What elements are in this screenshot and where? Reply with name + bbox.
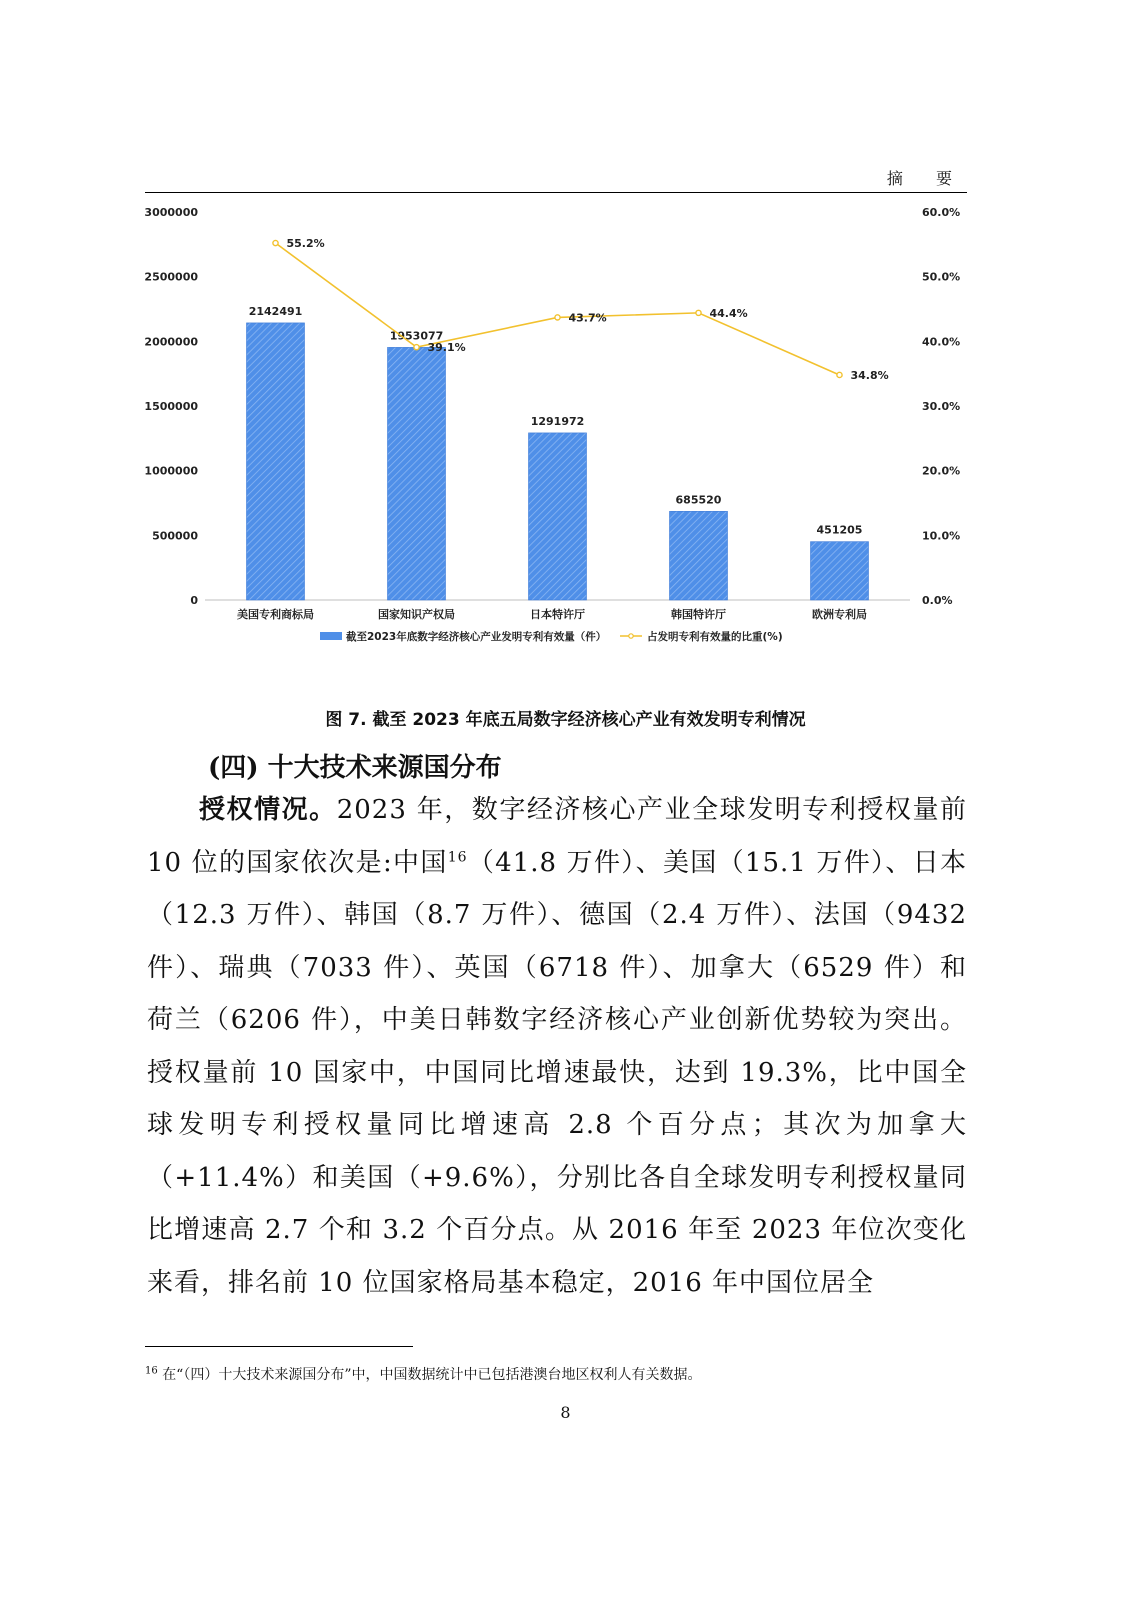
line-point xyxy=(696,310,701,315)
category-label: 韩国特许厅 xyxy=(671,608,726,621)
left-axis-tick-label: 1000000 xyxy=(144,464,198,478)
line-point xyxy=(414,345,419,350)
footnote xyxy=(145,1364,702,1384)
right-axis-tick-label: 0.0% xyxy=(922,594,953,607)
paragraph-text-part-2: （41.8 万件）、美国（15.1 万件）、日本（12.3 万件）、韩国（8.7 万件）、德国（2.4 万件）、法国（9432 件）、瑞典（7033 件）、英国（6718 件）、加拿大（6529 件）和荷兰（6206 件），中美日韩数字经济核心产业创新优势较为突出。授权量前 10 国家中，中国同比增速最快，达到 19.3%，比中国全球发明专利授权量同比增速高 2.8 个百分点；其次为加拿大（+11.4%）和美国（+9.6%），分别比各自全球发明专利授权量同比增速高 2.7 个和 3.2 个百分点。从 2016 年至 2023 年位次变化来看，排名前 10 位国家格局基本稳定，2016 年中国位居全 xyxy=(147,847,968,1298)
left-axis-tick-label: 0 xyxy=(190,594,198,607)
right-axis-tick-label: 50.0% xyxy=(922,270,961,284)
legend-bar-swatch xyxy=(320,632,342,640)
body-paragraph xyxy=(147,784,967,1309)
bar-mark xyxy=(811,542,869,600)
right-axis-tick-label: 20.0% xyxy=(922,464,961,478)
paragraph-text-part-1: 2023 年，数字经济核心产业全球发明专利授权量前 10 位的国家依次是:中国 xyxy=(147,795,967,878)
line-data-label: 39.1% xyxy=(427,341,466,355)
figure-7-chart xyxy=(0,195,1131,655)
bar-mark xyxy=(247,323,305,600)
bar-mark xyxy=(529,433,587,600)
line-data-label: 55.2% xyxy=(286,237,325,251)
line-data-label: 34.8% xyxy=(850,368,889,382)
line-point xyxy=(837,372,842,377)
section-heading: (四) 十大技术来源国分布 xyxy=(208,753,502,783)
line-data-label: 44.4% xyxy=(709,306,748,320)
right-axis-tick-label: 40.0% xyxy=(922,335,961,349)
category-label: 欧洲专利局 xyxy=(812,608,867,621)
category-label: 美国专利商标局 xyxy=(237,608,314,621)
line-point xyxy=(555,315,560,320)
bar-mark xyxy=(670,511,728,600)
right-axis-tick-label: 30.0% xyxy=(922,400,961,413)
line-point xyxy=(273,240,278,245)
category-label: 日本特许厅 xyxy=(530,608,585,621)
legend-line-marker xyxy=(629,634,633,638)
left-axis-tick-label: 3000000 xyxy=(144,206,198,219)
bar-data-label: 451205 xyxy=(816,523,863,537)
page-number: 8 xyxy=(560,1403,571,1422)
left-axis-tick-label: 2000000 xyxy=(144,335,198,349)
figure-caption: 图 7. 截至 2023 年底五局数字经济核心产业有效发明专利情况 xyxy=(325,710,806,730)
footnote-number: 16 xyxy=(145,1365,158,1377)
footnote-divider xyxy=(145,1346,413,1347)
bar-data-label: 2142491 xyxy=(248,304,303,318)
header-divider xyxy=(145,192,967,193)
right-axis-tick-label: 60.0% xyxy=(922,206,961,219)
bar-data-label: 1291972 xyxy=(530,414,585,428)
bar-mark xyxy=(388,347,446,600)
running-header: 摘 要 xyxy=(886,169,966,188)
left-axis-tick-label: 500000 xyxy=(152,529,198,543)
left-axis-tick-label: 2500000 xyxy=(144,270,198,284)
legend-line-label: 占发明专利有效量的比重(%) xyxy=(647,631,783,643)
footnote-reference[interactable]: 16 xyxy=(447,848,468,865)
ratio-series-line xyxy=(276,243,840,375)
footnote-text: 在“（四）十大技术来源国分布”中，中国数据统计中已包括港澳台地区权利人有关数据。 xyxy=(162,1367,702,1383)
legend-bar-label: 截至2023年底数字经济核心产业发明专利有效量（件） xyxy=(346,631,607,643)
line-data-label: 43.7% xyxy=(568,311,607,325)
category-label: 国家知识产权局 xyxy=(378,608,455,621)
left-axis-tick-label: 1500000 xyxy=(144,400,198,413)
bar-data-label: 685520 xyxy=(675,493,722,507)
right-axis-tick-label: 10.0% xyxy=(922,529,961,543)
paragraph-lead: 授权情况。 xyxy=(199,795,337,825)
bar-data-label: 1953077 xyxy=(389,329,444,343)
